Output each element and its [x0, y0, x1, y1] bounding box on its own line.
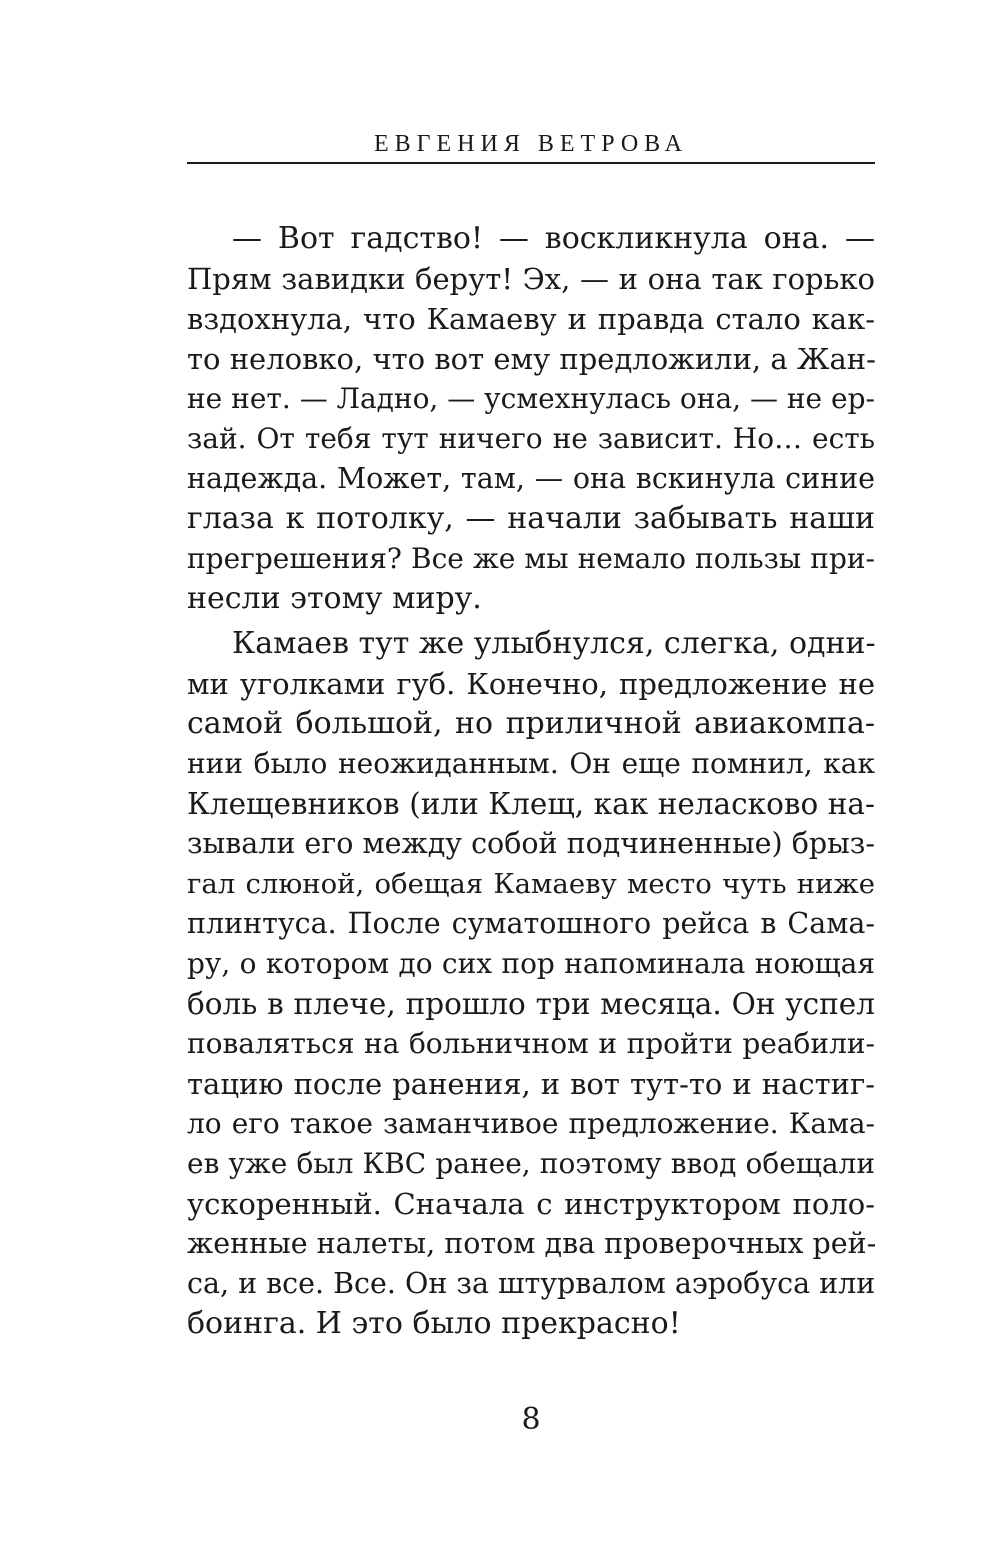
text-line: ми уголками губ. Конечно, предложение не: [187, 667, 875, 701]
page-number: 8: [521, 1402, 541, 1437]
text-line: глаза к потолку, — начали забывать наши: [187, 501, 875, 536]
text-line: зывали его между собой подчиненные) брыз-: [187, 827, 875, 860]
text-line: боль в плече, прошло три месяца. Он успел: [187, 987, 875, 1021]
text-line: боинга. И это было прекрасно!: [187, 1306, 681, 1341]
text-line: зай. От тебя тут ничего не зависит. Но… есть: [187, 422, 875, 455]
text-line: гал слюной, обещая Камаеву место чуть ниже: [187, 868, 875, 900]
text-line: поваляться на больничном и пройти реабили-: [187, 1027, 875, 1060]
text-line: не нет. — Ладно, — усмехнулась она, — не ер-: [187, 382, 875, 415]
text-line: — Вот гадство! — воскликнула она. —: [232, 221, 875, 256]
text-line: ло его такое заманчивое предложение. Кама-: [187, 1107, 875, 1140]
text-line: са, и все. Все. Он за штурвалом аэробуса или: [187, 1267, 876, 1300]
text-line: тацию после ранения, и вот тут-то и настиг-: [187, 1067, 875, 1101]
text-line: плинтуса. После суматошного рейса в Сама-: [187, 907, 875, 940]
text-line: Прям завидки берут! Эх, — и она так горько: [187, 262, 875, 296]
header-rule: [187, 162, 875, 164]
text-line: надежда. Может, там, — она вскинула синие: [187, 462, 875, 495]
text-line: ев уже был КВС ранее, поэтому ввод обещали: [187, 1147, 875, 1180]
running-head: ЕВГЕНИЯ ВЕТРОВА: [373, 131, 688, 157]
text-line: то неловко, что вот ему предложили, а Жан-: [187, 342, 876, 376]
text-line: вздохнула, что Камаеву и правда стало как-: [187, 302, 875, 336]
text-line: прегрешения? Все же мы немало пользы при-: [187, 542, 875, 575]
text-line: ускоренный. Сначала с инструктором поло-: [187, 1187, 875, 1221]
text-line: нии было неожиданным. Он еще помнил, как: [187, 747, 875, 780]
text-line: несли этому миру.: [187, 581, 482, 616]
text-line: женные налеты, потом два проверочных рей-: [187, 1227, 877, 1260]
text-line: Камаев тут же улыбнулся, слегка, одни-: [232, 626, 876, 661]
text-line: Клещевников (или Клещ, как неласково на-: [187, 787, 875, 821]
text-line: ру, о котором до сих пор напоминала ноющая: [187, 947, 875, 980]
text-line: самой большой, но приличной авиакомпа-: [187, 706, 875, 741]
